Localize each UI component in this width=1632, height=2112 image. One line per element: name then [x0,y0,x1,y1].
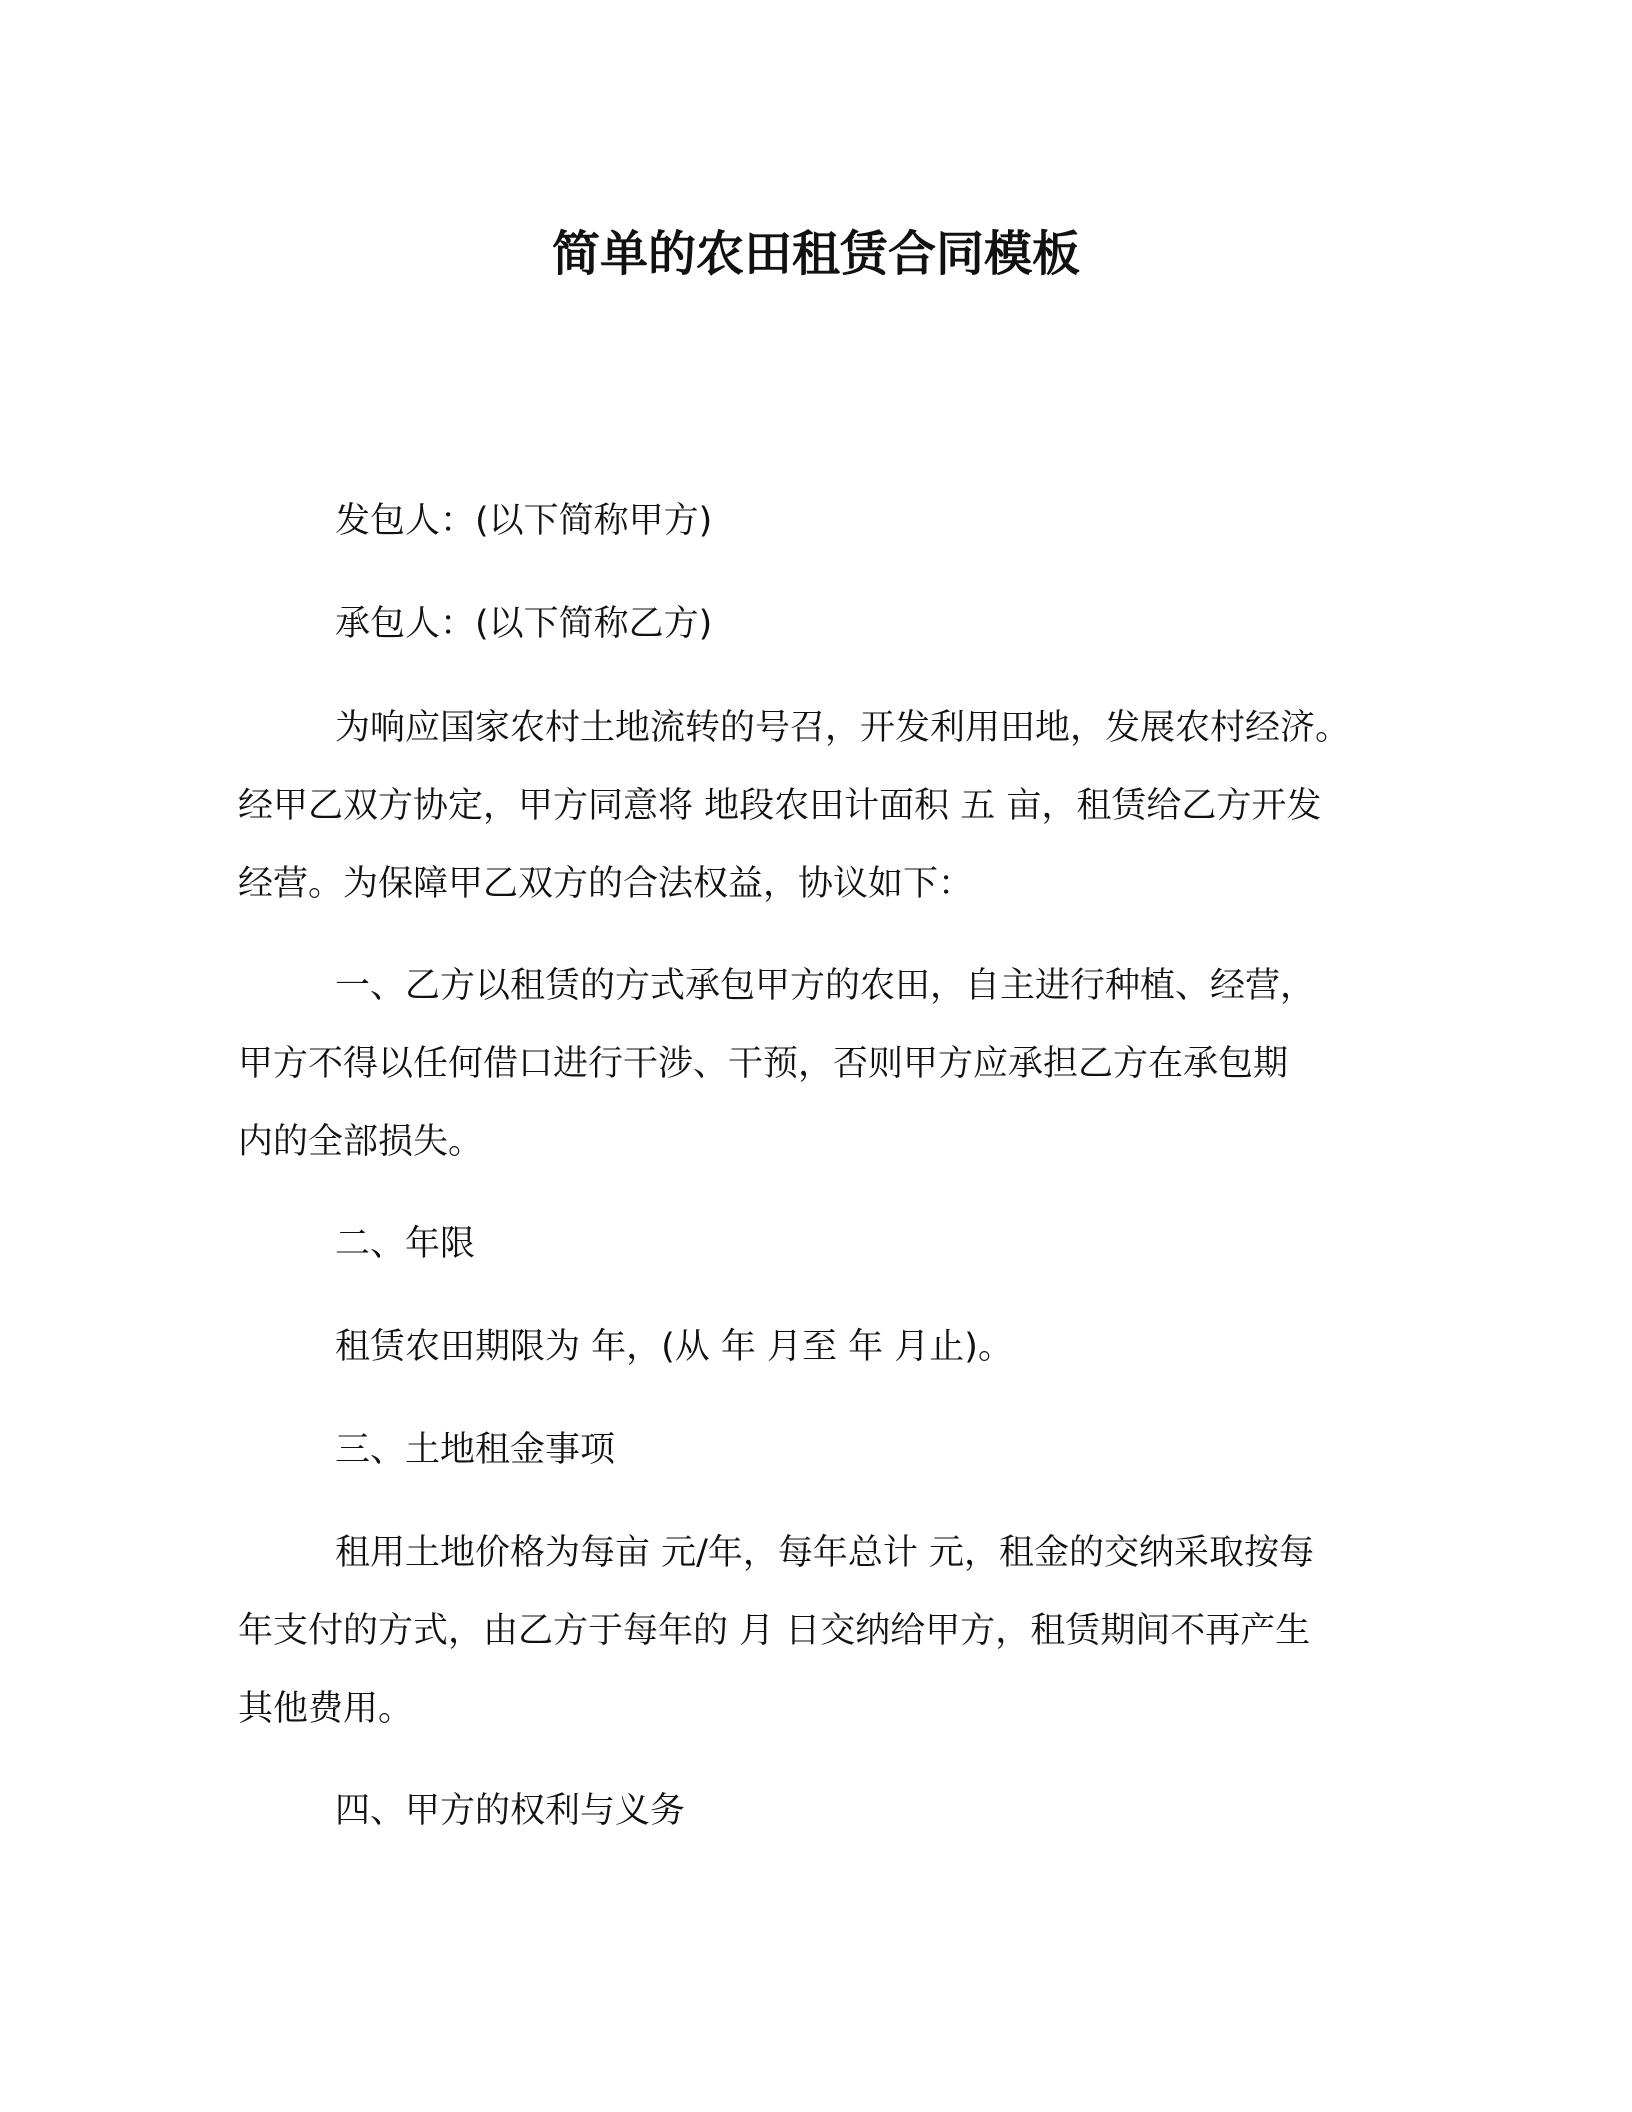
intro-line-2: 经甲乙双方协定，甲方同意将 地段农田计面积 五 亩，租赁给乙方开发 [238,786,1322,826]
party-a-line [238,482,1378,560]
section-2-heading-text: 二、年限 [335,1224,476,1264]
section-3-body-line-3: 其他费用。 [238,1689,414,1729]
section-3-body [238,1514,1378,1748]
party-b-text: 承包人：(以下简称乙方) [335,604,713,644]
clause-1-line-2: 甲方不得以任何借口进行干涉、干预，否则甲方应承担乙方在承包期 [238,1044,1289,1084]
section-4-heading-text: 四、甲方的权利与义务 [335,1791,686,1831]
clause-1-line-1: 一、乙方以租赁的方式承包甲方的农田，自主进行种植、经营， [335,966,1316,1006]
section-3-body-line-2: 年支付的方式，由乙方于每年的 月 日交纳给甲方，租赁期间不再产生 [238,1611,1311,1651]
clause-1-line-3: 内的全部损失。 [238,1122,484,1162]
section-2-body-text: 租赁农田期限为 年，(从 年 月至 年 月止)。 [335,1327,1013,1367]
intro-line-3: 经营。为保障甲乙双方的合法权益，协议如下： [238,864,974,904]
intro-paragraph [238,689,1378,923]
section-4-heading [238,1772,1378,1850]
document-title: 简单的农田租赁合同模板 [551,226,1080,282]
intro-line-1: 为响应国家农村土地流转的号召，开发利用田地，发展农村经济。 [335,708,1351,748]
section-3-heading-text: 三、土地租金事项 [335,1430,616,1470]
section-3-heading [238,1411,1378,1489]
section-2-body [238,1308,1378,1386]
section-3-body-line-1: 租用土地价格为每亩 元/年，每年总计 元，租金的交纳采取按每 [335,1533,1315,1573]
clause-1-paragraph [238,947,1378,1181]
party-a-text: 发包人：(以下简称甲方) [335,501,713,541]
section-2-heading [238,1205,1378,1283]
party-b-line [238,585,1378,663]
